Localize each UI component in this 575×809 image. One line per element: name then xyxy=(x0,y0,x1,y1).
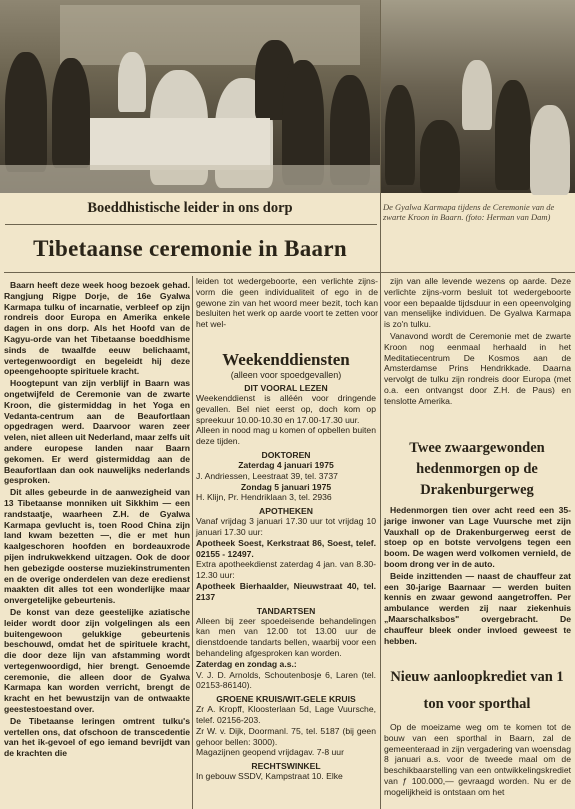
doctors-sunday-name: H. Klijn, Pr. Hendriklaan 3, tel. 2936 xyxy=(196,492,332,503)
green-cross-text: Zr A. Kropff, Kloosterlaan 5d, Lage Vuursche, telef. 02156-203. xyxy=(196,704,376,725)
article-headline: Tibetaanse ceremonie in Baarn xyxy=(33,236,347,261)
pharmacy-heading: APOTHEKEN xyxy=(259,506,313,517)
weekend-subtitle: (alleen voor spoedgevallen) xyxy=(230,370,342,380)
green-cross-heading: GROENE KRUIS/WIT-GELE KRUIS xyxy=(216,694,356,705)
headline-rule xyxy=(4,272,575,273)
green-cross-text-3: Magazijnen geopend vrijdagav. 7-8 uur xyxy=(196,747,344,758)
doctors-saturday: Zaterdag 4 januari 1975 xyxy=(238,459,334,470)
column-rule-1 xyxy=(192,276,193,809)
dentist-heading: TANDARTSEN xyxy=(256,605,316,616)
dentist-text: Alleen bij zeer spoedeisende behandelingen kan men van 12.00 tot 13.00 uur de dienstdoende tandarts bellen, waarbij voor een behandeling afgesproken kan worden. xyxy=(196,615,376,658)
green-cross-text-2: Zr W. v. Dijk, Doormanl. 75, tel. 5187 (bij geen gehoor bellen: 3000). xyxy=(196,725,376,747)
credit-article xyxy=(384,722,571,809)
paragraph: Vanavond wordt de Ceremonie met de zwarte Kroon nog eenmaal herhaald in het Meditatiecentrum De Kosmos aan de Amsterdamse Prins Hendrikkade. Daarna vervolgt de tulku zijn rondreis door Europa (met o.a. een ontvangst door Z.H. de Paus) en tenslotte Amerika. xyxy=(384,330,571,406)
pharmacy-extra: Extra apotheekdienst zaterdag 4 jan. van 8.30-12.30 uur: xyxy=(196,559,376,581)
read-first-text: Weekenddienst is alléén voor dringende gevallen. Bel niet eerst op, doch kom op spreekuur 10.00-10.30 en 17.00-17.30 uur. xyxy=(196,393,376,425)
article-column-1 xyxy=(4,280,190,809)
pharmacy-text: Vanaf vrijdag 3 januari 17.30 uur tot vrijdag 10 januari 17.30 uur: xyxy=(196,516,376,537)
paragraph: Hoogtepunt van zijn verblijf in Baarn was ongetwijfeld de Ceremonie van de zwarte Kroon, die gistermiddag in het Yoga en Vedanta-centrum aan de Beaufortlaan opgedragen werd. Daarvoor waren zeer velen, niet alleen uit Nederland, maar zelfs uit andere europese landen naar Baarn gekomen. Er werd gistermiddag aan de Beaufortlaan dan ook nauwelijks nederlands gesproken. xyxy=(4,378,190,486)
doctors-sunday: Zondag 5 januari 1975 xyxy=(240,481,332,492)
read-first-text-2: Alleen in nood mag u komen of opbellen buiten deze tijden. xyxy=(196,425,376,447)
weekend-title: Weekenddiensten xyxy=(222,350,350,369)
paragraph: Op de moeizame weg om te komen tot de bouw van een sporthal in Baarn, zal de gemeenteraad in zijn vergadering van woensdag 8 januari a.s. voor de tweede maal om de beschikbaarstelling van een ontwikkelingskrediet van ƒ 100.000,— gevraagd worden. Nu er de mogelijkheid is ontstaan om het xyxy=(384,722,571,797)
weekend-services-box xyxy=(196,340,376,809)
read-first-heading: DIT VOORAL LEZEN xyxy=(244,383,328,393)
pharmacy-extra-name: Apotheek Bierhaalder, Nieuwstraat 40, tel. 2137 xyxy=(196,580,376,602)
legal-shop-heading: RECHTSWINKEL xyxy=(251,761,321,772)
dentist-day: Zaterdag en zondag a.s.: xyxy=(196,658,297,669)
photo-caption: De Gyalwa Karmapa tijdens de Ceremonie van de zwarte Kroon in Baarn. (foto: Herman van Dam) xyxy=(383,202,555,222)
paragraph: Baarn heeft deze week hoog bezoek gehad. Rangjung Rigpe Dorje, de 16e Gyalwa Karmapa tulku of incarnatie, verbleef op zijn rondreis door Europa en Amerika enkele dagen in ons dorp. Als het Hoofd van de Kagyu-orde van het Tibetaanse boeddhisme sinds de twaalfde eeuw belichaamt, vertegenwoordigt en begeleidt hij deze opeengehoopte spirituele kracht. xyxy=(4,280,190,377)
crash-headline: Twee zwaargewonden hedenmorgen op de Drakenburgerweg xyxy=(409,440,545,498)
kicker-rule xyxy=(5,224,377,225)
legal-shop-text: In gebouw SSDV, Kampstraat 10. Elke xyxy=(196,771,343,782)
paragraph: zijn van alle levende wezens op aarde. Deze verlichte zijns-vorm besluit tot wedergeboorte voor een bepaalde tijdsduur in een opeenvolging van menselijke individuen. De Gyalwa Karmapa is zo'n tulku. xyxy=(384,276,571,330)
doctors-heading: DOKTOREN xyxy=(261,449,311,460)
dentist-name: V. J. D. Arnolds, Schoutenbosje 6, Laren (tel. 02153-86140). xyxy=(196,669,376,691)
paragraph: Beide inzittenden — naast de chauffeur zat een 30-jarige Baarnaar — werden buiten kennis en zwaar gewond aangetroffen. Per ambulance werden zij naar ziekenhuis „Maarschalksbos" overgebracht. De chauffeur bleek onder invloed geweest te hebben. xyxy=(384,570,571,646)
doctors-saturday-name: J. Andriessen, Leestraat 39, tel. 3737 xyxy=(196,470,338,481)
ceremony-photo xyxy=(0,0,380,193)
audience-photo xyxy=(380,0,575,193)
pharmacy-name: Apotheek Soest, Kerkstraat 86, Soest, telef. 02155 - 12497. xyxy=(196,537,376,559)
crash-article xyxy=(384,505,571,663)
paragraph: Hedenmorgen tien over acht reed een 35-jarige inwoner van Lage Vuursche met zijn Vauxhall op de Drakenburgerweg eerst de stoep op en botste vervolgens tegen een boom. De wagen werd volkomen vernield, de boom drong ver in de auto. xyxy=(384,505,571,569)
paragraph: De Tibetaanse leringen omtrent tulku's vertellen ons, dat ofschoon de transcedentie van het ik-gevoel of ego iemand bevrijdt van de krachten die xyxy=(4,715,190,759)
column-rule-2 xyxy=(380,0,381,809)
article-column-3 xyxy=(384,276,571,406)
credit-headline: Nieuw aanloopkrediet van 1 ton voor sporthal xyxy=(390,669,564,712)
article-column-2: leiden tot wedergeboorte, een verlichte zijns-vorm die geen individualiteit of ego in de gewone zin van het woord meer bezit, toch kan besluiten het werk op aarde voort te zetten voor het wel- xyxy=(196,276,378,330)
paragraph: Dit alles gebeurde in de aanwezigheid van 13 Tibetaanse monniken uit Sikkhim — een randstaatje, waarheen Z.H. de Gyalwa Karmapa gevlucht is, toen Rood China zijn land kwam bezetten —, die er met hun kaalgeschoren hoofden en bordeauxrode pijen indrukwekkend uitzagen. Ook de door hen gebezigde oosterse muziekinstrumenten en de overige onderdelen van deze eredienst maakten dit alles tot een wonderlijke maar onvergetelijke gebeurtenis. xyxy=(4,487,190,606)
article-kicker: Boeddhistische leider in ons dorp xyxy=(87,200,293,216)
paragraph: De konst van deze geestelijke aziatische leider wordt door zijn volgelingen als een buitengewoon gelukkige gebeurtenis beschouwd, omdat het de spirituele kracht, die door deze lijn van afstamming wordt vertegenwoordigd, hier brengt. Genoemde ceremonie, die alleen door de Gyalwa Karmapa kan worden verricht, brengt de kracht en het bewustzijn van de ontwaakte geestestoestand over. xyxy=(4,606,190,715)
